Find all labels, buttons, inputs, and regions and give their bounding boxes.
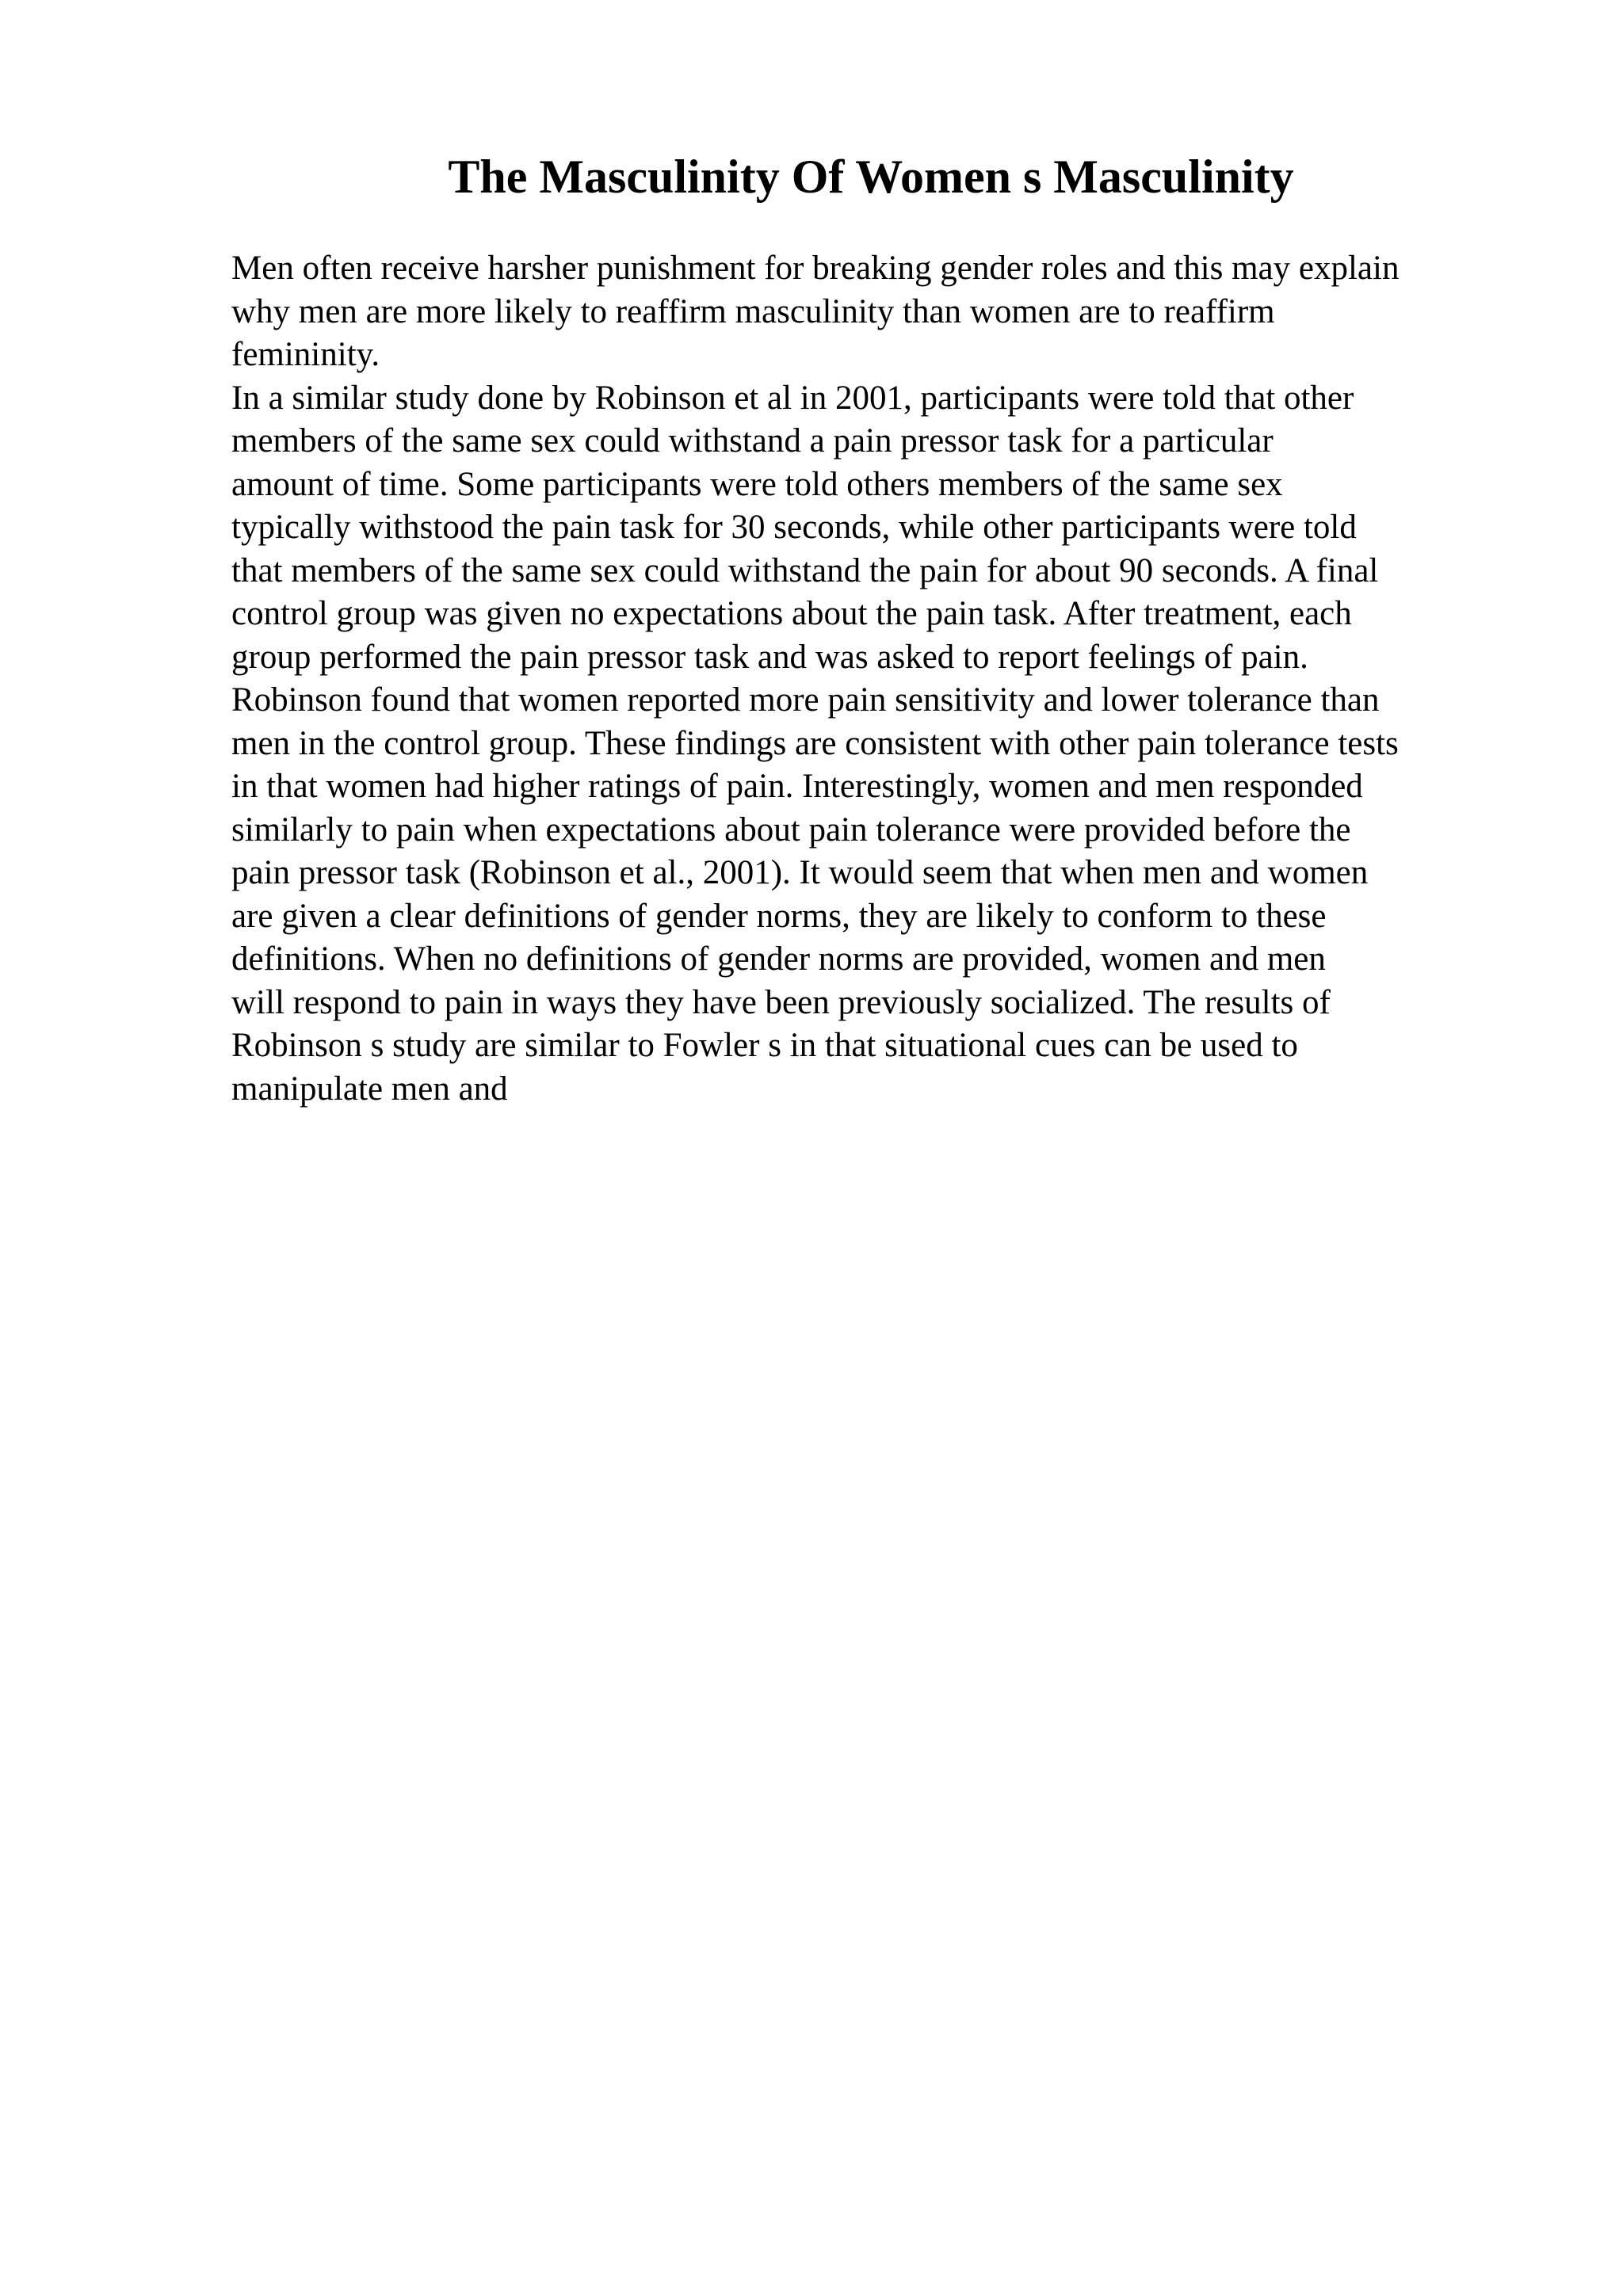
body-line: pain pressor task (Robinson et al., 2001). It would seem that when men and women (231, 854, 1369, 891)
body-line: control group was given no expectations about the pain task. After treatment, each (231, 595, 1352, 632)
body-line: similarly to pain when expectations about pain tolerance were provided before the (231, 810, 1351, 849)
body-line: In a similar study done by Robinson et al in 2001, participants were told that other (231, 379, 1354, 417)
body-line: group performed the pain pressor task and was asked to report feelings of pain. (231, 638, 1308, 676)
body-line: Robinson s study are similar to Fowler s in that situational cues can be used to (231, 1027, 1298, 1064)
body-line: are given a clear definitions of gender norms, they are likely to conform to these (231, 897, 1327, 935)
document-body (231, 247, 1579, 1111)
body-line: Robinson found that women reported more pain sensitivity and lower tolerance than (231, 681, 1380, 719)
body-line: femininity. (231, 336, 380, 373)
body-line: members of the same sex could withstand a pain pressor task for a particular (231, 422, 1274, 460)
body-line: that members of the same sex could withstand the pain for about 90 seconds. A final (231, 551, 1379, 589)
body-line: why men are more likely to reaffirm masculinity than women are to reaffirm (231, 292, 1275, 330)
body-line: manipulate men and (231, 1070, 508, 1108)
body-line: in that women had higher ratings of pain. Interestingly, women and men responded (231, 768, 1363, 805)
body-line: definitions. When no definitions of gender norms are provided, women and men (231, 940, 1326, 978)
body-line: will respond to pain in ways they have been previously socialized. The results of (231, 983, 1331, 1021)
body-line: typically withstood the pain task for 30 seconds, while other participants were told (231, 509, 1357, 546)
body-line: Men often receive harsher punishment for breaking gender roles and this may explain (231, 250, 1400, 287)
body-line: men in the control group. These findings are consistent with other pain tolerance tests (231, 724, 1399, 762)
document-title: The Masculinity Of Women s Masculinity (448, 151, 1294, 203)
body-line: amount of time. Some participants were told others members of the same sex (231, 465, 1283, 503)
